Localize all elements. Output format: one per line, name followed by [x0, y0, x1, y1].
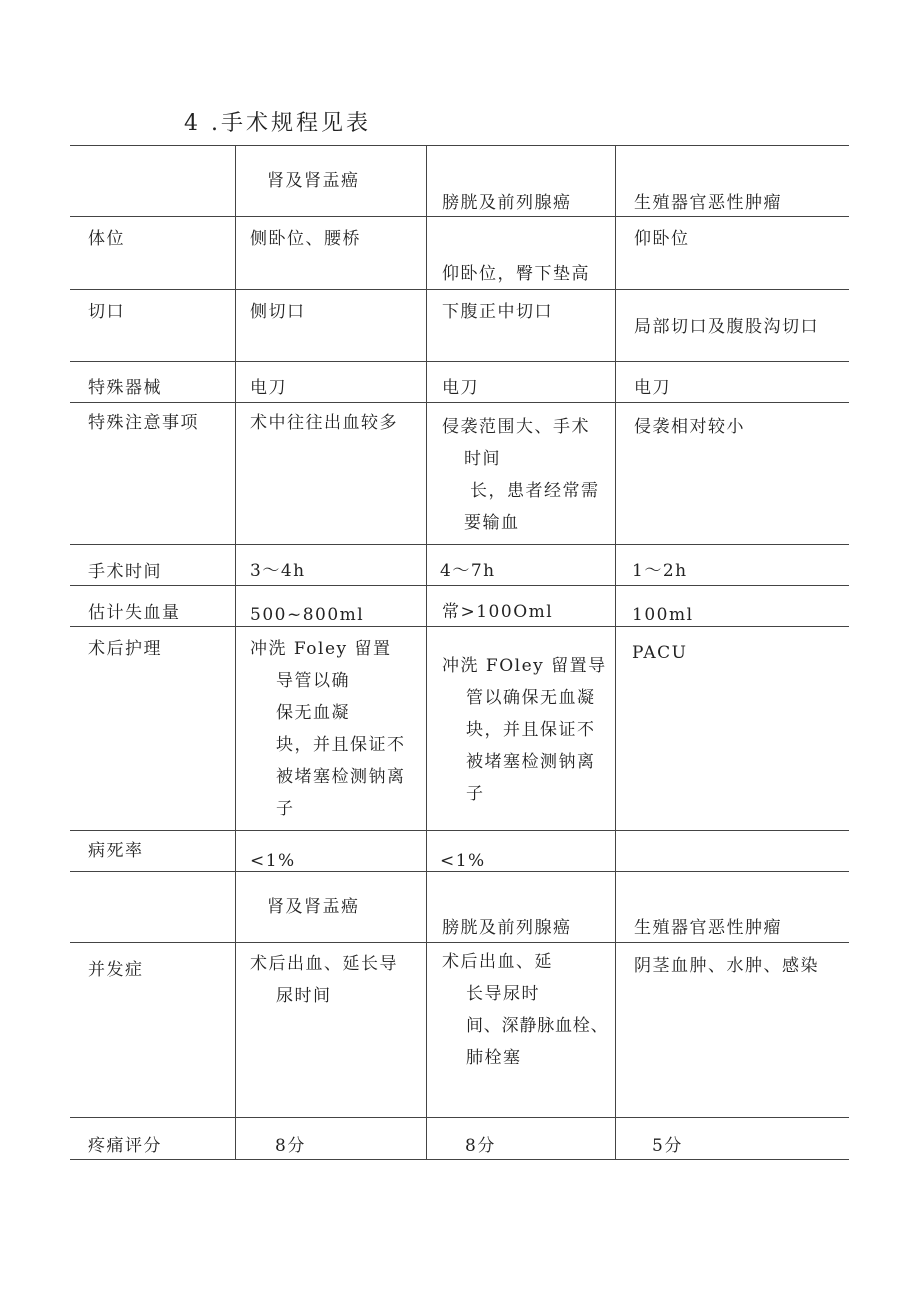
postop-col2-line: 冲洗 FOley 留置导: [442, 656, 607, 676]
instruments-col1: 电刀: [250, 378, 287, 398]
postop-col1-line: 导管以确: [276, 671, 350, 691]
duration-col1: 3～4h: [250, 561, 306, 581]
header-col1: 肾及肾盂癌: [267, 171, 360, 191]
blood-loss-col3: 100ml: [632, 605, 694, 625]
mortality-col1: <1%: [250, 851, 296, 871]
page-title: 4 .手术规程见表: [184, 111, 371, 136]
notes-col2-line: 要输血: [464, 513, 520, 533]
complications-col1: [250, 948, 398, 1012]
complications-col2-line: 术后出血、延: [442, 952, 553, 972]
row-label-duration: 手术时间: [88, 562, 162, 582]
mortality-col2: <1%: [440, 851, 486, 871]
notes-col2: [442, 411, 600, 539]
postop-col2: [442, 650, 607, 810]
postop-col2-line: 子: [466, 784, 485, 804]
table-rule: [70, 544, 849, 545]
complications-col1-line: 术后出血、延长导: [250, 954, 398, 974]
complications-col2-line: 间、深静脉血栓、: [466, 1016, 609, 1036]
row-label-notes: 特殊注意事项: [88, 413, 199, 433]
postop-col2-line: 被堵塞检测钠离: [466, 752, 596, 772]
pain-col1: 8分: [275, 1136, 306, 1156]
table-rule: [70, 1159, 849, 1160]
position-col1: 侧卧位、腰桥: [250, 229, 361, 249]
pain-col3: 5分: [652, 1136, 683, 1156]
table-rule: [70, 1117, 849, 1118]
postop-col1: [250, 633, 406, 825]
postop-col1-line: 块，并且保证不: [276, 735, 406, 755]
incision-col1: 侧切口: [250, 302, 306, 322]
position-col3: 仰卧位: [634, 229, 690, 249]
column-divider: [615, 145, 616, 1159]
postop-col2-line: 块，并且保证不: [466, 720, 596, 740]
header-col3: 生殖器官恶性肿瘤: [634, 193, 782, 213]
notes-col3: 侵袭相对较小: [634, 417, 745, 437]
notes-col2-line: 时间: [464, 449, 501, 469]
row-label-mortality: 病死率: [88, 841, 144, 861]
header-col3-repeat: 生殖器官恶性肿瘤: [634, 918, 782, 938]
table-rule: [70, 361, 849, 362]
incision-col3: 局部切口及腹股沟切口: [634, 317, 819, 337]
row-label-postop: 术后护理: [88, 639, 162, 659]
table-rule: [70, 145, 849, 146]
postop-col1-line: 冲洗 Foley 留置: [250, 639, 392, 659]
complications-col1-line: 尿时间: [276, 986, 332, 1006]
complications-col2-line: 长导尿时: [466, 984, 540, 1004]
header-col2-repeat: 膀胱及前列腺癌: [442, 918, 572, 938]
complications-col2: [442, 946, 608, 1074]
row-label-instruments: 特殊器械: [88, 378, 162, 398]
row-label-incision: 切口: [88, 302, 125, 322]
column-divider: [426, 145, 427, 1159]
row-label-position: 体位: [88, 229, 125, 249]
instruments-col2: 电刀: [442, 378, 479, 398]
postop-col3: PACU: [632, 643, 688, 663]
duration-col2: 4～7h: [440, 561, 496, 581]
header-col1-repeat: 肾及肾盂癌: [267, 897, 360, 917]
position-col2: 仰卧位，臀下垫高: [442, 264, 590, 284]
instruments-col3: 电刀: [634, 378, 671, 398]
blood-loss-col2: 常>100Oml: [442, 602, 554, 622]
incision-col2: 下腹正中切口: [442, 302, 553, 322]
header-col2: 膀胱及前列腺癌: [442, 193, 572, 213]
notes-col1: 术中往往出血较多: [250, 413, 398, 433]
row-label-complications: 并发症: [88, 960, 144, 980]
blood-loss-col1: 500~800ml: [250, 605, 365, 625]
notes-col2-line: 侵袭范围大、手术: [442, 417, 590, 437]
notes-col2-line: 长，患者经常需: [470, 481, 600, 501]
pain-col2: 8分: [465, 1136, 496, 1156]
postop-col1-line: 被堵塞检测钠离: [276, 767, 406, 787]
postop-col2-line: 管以确保无血凝: [466, 688, 596, 708]
postop-col1-line: 保无血凝: [276, 703, 350, 723]
table-rule: [70, 830, 849, 831]
duration-col3: 1～2h: [632, 561, 688, 581]
row-label-blood-loss: 估计失血量: [88, 603, 181, 623]
postop-col1-line: 子: [276, 799, 295, 819]
column-divider: [235, 145, 236, 1159]
row-label-pain: 疼痛评分: [88, 1136, 162, 1156]
complications-col3: 阴茎血肿、水肿、感染: [634, 956, 819, 976]
complications-col2-line: 肺栓塞: [466, 1048, 522, 1068]
